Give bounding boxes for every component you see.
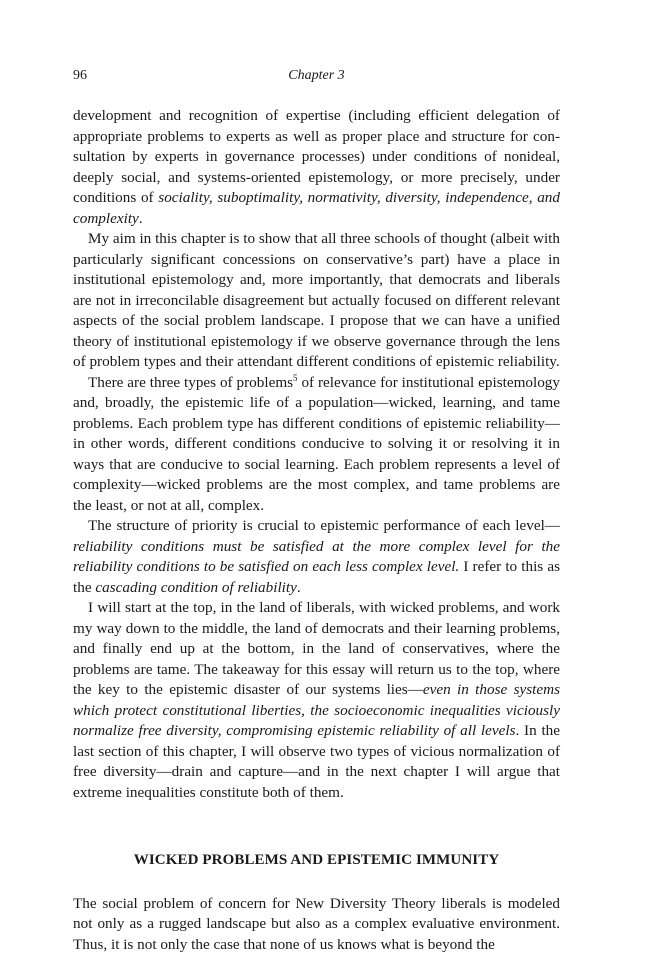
text-run: development and recognition of expertise (including efficient delegation of appropriate problems to experts as well as proper place and structure for consultation by experts in governance processes) under conditions of nonideal, deeply social, and systems-oriented epistemology, or more precisely, under conditions of [73,107,560,206]
text-run: of relevance for institutional epistemology and, broadly, the epistemic life of a population—wicked, learning, and tame problems. Each problem type has different conditions of epistemic reliability—in other words, different conditions conducive to solving it or resolving it in ways that are conducive to social learning. Each problem represents a level of complexity—wicked problems are the most complex, and tame problems are the least, or not at all, complex. [73,373,560,514]
text-run: I will start at the top, in the land of liberals, with wicked problems, and work my way down to the middle, the land of democrats and their learning problems, and finally end up at the bottom, in the land of conservatives, where the problems are tame. The takeaway for this essay will return us to the top, where the key to the epistemic disaster of our systems lies— [73,599,560,698]
text-run: . [138,209,143,227]
paragraph [73,516,560,598]
page-header [73,68,560,88]
text-run: The structure of priority is crucial to epistemic performance of each level— [88,517,560,534]
page-number: 96 [73,68,87,83]
book-page [73,68,560,955]
italic-text: reliability conditions must be satisfied at the more complex level for the reliability conditions to be satisfied on each less complex level. [73,537,560,575]
text-run: There are three types of problems [88,373,294,391]
footnote-marker: 5 [293,372,298,383]
paragraph [73,373,560,517]
italic-text: even in those systems which protect constitutional liberties, the socioeconomic inequalities viciously normalize free diversity, compromising epistemic reliability of all levels [73,681,560,739]
paragraph [73,598,560,803]
paragraphs-before-heading [73,106,560,803]
italic-text: sociality, suboptimality, normativity, diversity, independence, and complexity [73,189,560,227]
paragraph [73,229,560,373]
text-run: The social problem of concern for New Diversity Theory liberals is modeled not only as a rugged landscape but also as a complex evaluative environment. Thus, it is not only the case that none of us knows what is beyond the [73,894,560,953]
paragraphs-after-heading [73,894,560,956]
body-text [73,106,560,955]
italic-text: cascading condition of reliability [95,578,297,596]
text-run: I refer to this as the [73,558,560,596]
text-run: . [296,578,301,596]
paragraph [73,894,560,956]
text-run: . In the last section of this chapter, I will observe two types of vicious normalization of free diversity—drain and capture—and in the next chapter I will argue that extreme inequalities constitute both of them. [73,722,560,801]
paragraph [73,106,560,229]
running-head: Chapter 3 [288,68,345,83]
text-run: My aim in this chapter is to show that all three schools of thought (albeit with particularly significant concessions on conservative’s part) have a place in institutional epistemology and, more importantly, that democrats and liberals are not in irreconcilable disagreement but actually focused on different relevant aspects of the social problem landscape. I propose that we can have a unified theory of institutional epistemology if we observe governance through the lens of problem types and their attendant different conditions of epistemic reliability. [73,230,560,370]
section-heading: WICKED PROBLEMS AND EPISTEMIC IMMUNITY [133,852,500,868]
